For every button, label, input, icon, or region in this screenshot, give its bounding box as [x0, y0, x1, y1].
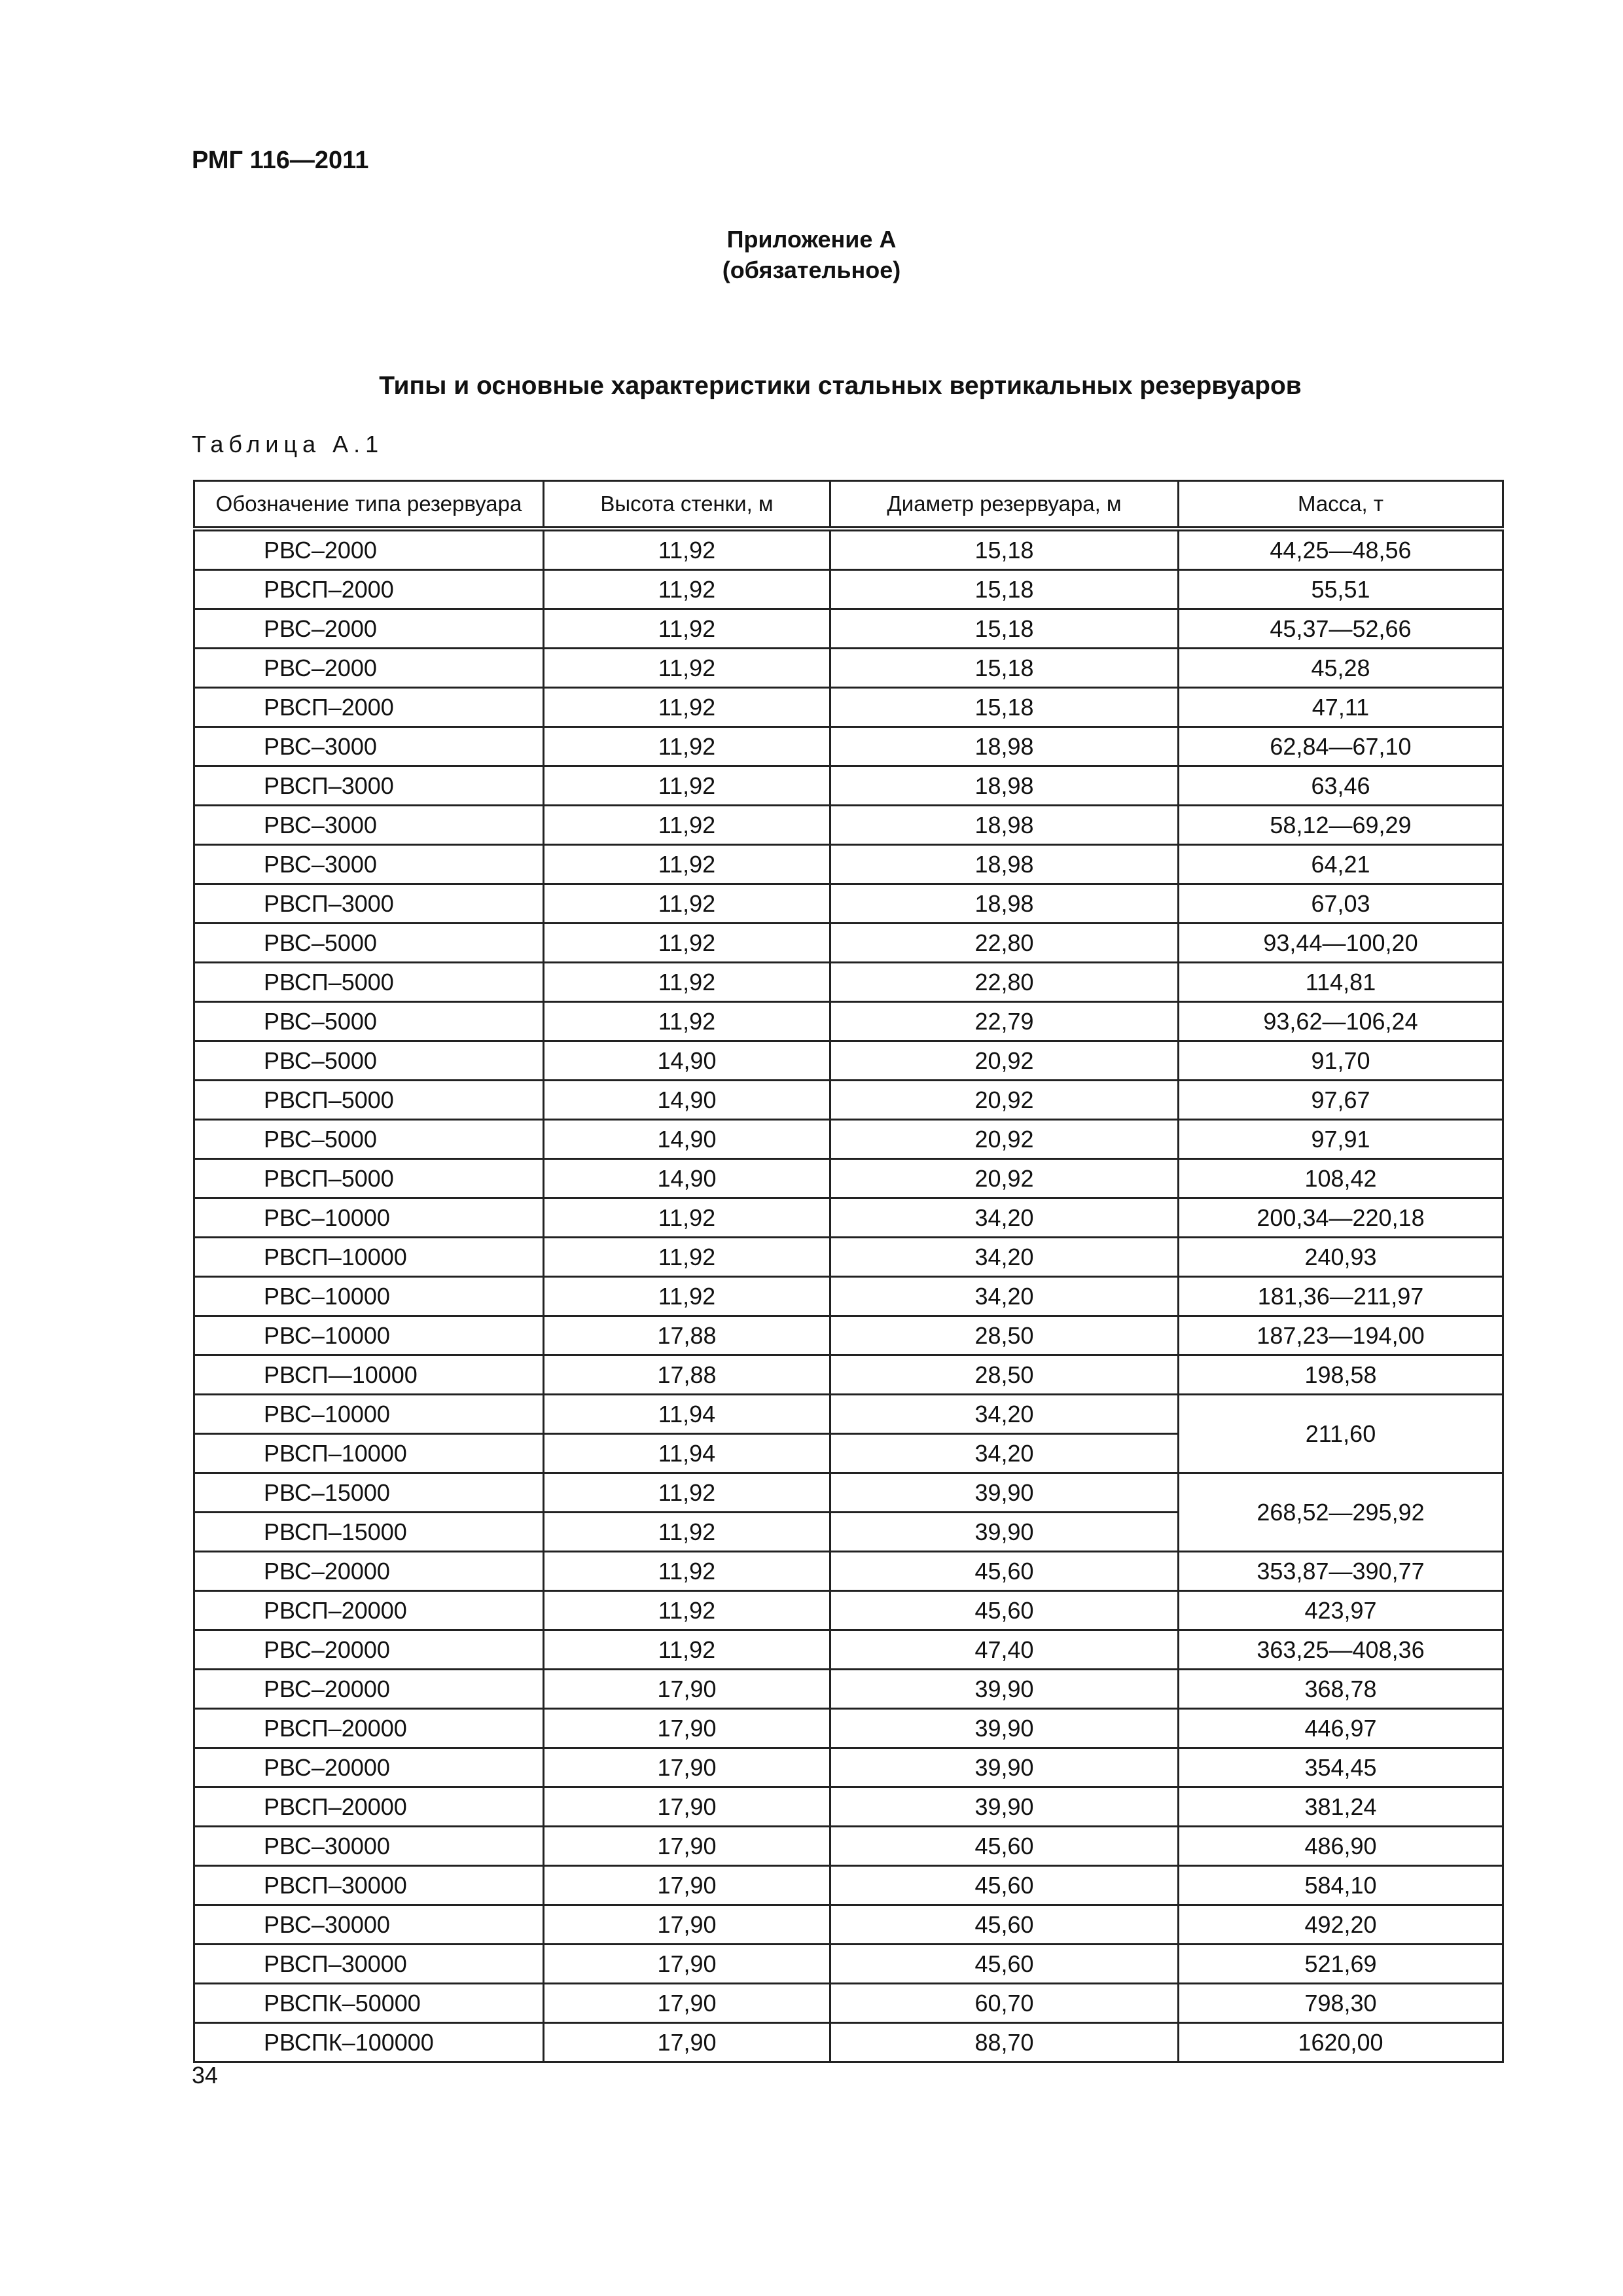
cell-tank-diameter: 22,80 [830, 924, 1179, 963]
cell-tank-type: РВС–30000 [194, 1827, 544, 1866]
cell-tank-diameter: 34,20 [830, 1395, 1179, 1434]
cell-mass: 198,58 [1179, 1355, 1503, 1395]
cell-wall-height: 11,92 [544, 570, 830, 609]
cell-wall-height: 11,92 [544, 766, 830, 806]
column-header-type: Обозначение типа резервуара [194, 481, 544, 529]
cell-tank-type: РВС–5000 [194, 924, 544, 963]
cell-mass: 211,60 [1179, 1395, 1503, 1473]
cell-tank-diameter: 20,92 [830, 1159, 1179, 1198]
cell-tank-type: РВСП—10000 [194, 1355, 544, 1395]
cell-tank-diameter: 15,18 [830, 649, 1179, 688]
cell-wall-height: 17,90 [544, 1709, 830, 1748]
table-row [194, 1630, 1503, 1670]
cell-tank-type: РВСП–3000 [194, 884, 544, 924]
cell-wall-height: 11,92 [544, 529, 830, 570]
cell-tank-type: РВСП–2000 [194, 688, 544, 727]
cell-tank-type: РВСП–2000 [194, 570, 544, 609]
column-header-mass: Масса, т [1179, 481, 1503, 529]
cell-mass: 45,28 [1179, 649, 1503, 688]
cell-wall-height: 17,90 [544, 1787, 830, 1827]
cell-tank-type: РВС–20000 [194, 1748, 544, 1787]
cell-wall-height: 11,92 [544, 1277, 830, 1316]
table-row [194, 570, 1503, 609]
table-row [194, 1002, 1503, 1041]
cell-wall-height: 17,90 [544, 1945, 830, 1984]
cell-tank-diameter: 39,90 [830, 1473, 1179, 1513]
cell-tank-type: РВС–15000 [194, 1473, 544, 1513]
cell-tank-type: РВС–3000 [194, 845, 544, 884]
table-row [194, 727, 1503, 766]
cell-mass: 58,12—69,29 [1179, 806, 1503, 845]
cell-wall-height: 11,92 [544, 1513, 830, 1552]
table-row [194, 1159, 1503, 1198]
cell-wall-height: 14,90 [544, 1159, 830, 1198]
cell-tank-type: РВСП–5000 [194, 963, 544, 1002]
table-row [194, 688, 1503, 727]
appendix-status: (обязательное) [722, 257, 901, 283]
cell-wall-height: 11,92 [544, 1591, 830, 1630]
cell-wall-height: 17,90 [544, 1866, 830, 1905]
cell-mass: 1620,00 [1179, 2023, 1503, 2062]
cell-mass: 798,30 [1179, 1984, 1503, 2023]
cell-wall-height: 14,90 [544, 1081, 830, 1120]
cell-tank-type: РВС–30000 [194, 1905, 544, 1945]
cell-tank-diameter: 45,60 [830, 1827, 1179, 1866]
cell-tank-type: РВСП–20000 [194, 1709, 544, 1748]
cell-wall-height: 17,90 [544, 1905, 830, 1945]
cell-tank-type: РВСП–5000 [194, 1159, 544, 1198]
cell-tank-type: РВС–2000 [194, 649, 544, 688]
cell-mass: 44,25—48,56 [1179, 529, 1503, 570]
cell-mass: 368,78 [1179, 1670, 1503, 1709]
cell-tank-diameter: 15,18 [830, 570, 1179, 609]
table-row [194, 766, 1503, 806]
table-header-row [194, 481, 1503, 529]
cell-wall-height: 11,92 [544, 688, 830, 727]
cell-mass: 93,62—106,24 [1179, 1002, 1503, 1041]
page-number: 34 [192, 2062, 219, 2089]
cell-wall-height: 17,90 [544, 1827, 830, 1866]
document-code: РМГ 116—2011 [192, 147, 369, 174]
cell-wall-height: 17,90 [544, 2023, 830, 2062]
cell-wall-height: 11,92 [544, 609, 830, 649]
cell-mass: 240,93 [1179, 1238, 1503, 1277]
cell-wall-height: 17,90 [544, 1984, 830, 2023]
table-row [194, 1748, 1503, 1787]
cell-tank-diameter: 18,98 [830, 806, 1179, 845]
cell-mass: 47,11 [1179, 688, 1503, 727]
cell-wall-height: 11,92 [544, 727, 830, 766]
cell-tank-type: РВС–2000 [194, 609, 544, 649]
cell-tank-diameter: 88,70 [830, 2023, 1179, 2062]
cell-mass: 108,42 [1179, 1159, 1503, 1198]
column-header-diameter: Диаметр резервуара, м [830, 481, 1179, 529]
cell-wall-height: 14,90 [544, 1041, 830, 1081]
cell-tank-diameter: 60,70 [830, 1984, 1179, 2023]
cell-tank-diameter: 45,60 [830, 1945, 1179, 1984]
cell-mass: 363,25—408,36 [1179, 1630, 1503, 1670]
cell-tank-type: РВСП–20000 [194, 1787, 544, 1827]
table-row [194, 1709, 1503, 1748]
cell-tank-type: РВСПК–100000 [194, 2023, 544, 2062]
cell-mass: 584,10 [1179, 1866, 1503, 1905]
table-row [194, 1473, 1503, 1513]
cell-tank-diameter: 20,92 [830, 1081, 1179, 1120]
cell-mass: 181,36—211,97 [1179, 1277, 1503, 1316]
cell-mass: 64,21 [1179, 845, 1503, 884]
table-row [194, 1827, 1503, 1866]
cell-wall-height: 11,92 [544, 1552, 830, 1591]
cell-tank-type: РВС–20000 [194, 1670, 544, 1709]
table-row [194, 1866, 1503, 1905]
cell-tank-type: РВСП–5000 [194, 1081, 544, 1120]
cell-mass: 446,97 [1179, 1709, 1503, 1748]
table-row [194, 845, 1503, 884]
cell-tank-type: РВСП–30000 [194, 1945, 544, 1984]
cell-mass: 486,90 [1179, 1827, 1503, 1866]
cell-mass: 381,24 [1179, 1787, 1503, 1827]
cell-mass: 200,34—220,18 [1179, 1198, 1503, 1238]
table-row [194, 1395, 1503, 1434]
table-row [194, 1552, 1503, 1591]
section-title: Типы и основные характеристики стальных вертикальных резервуаров [379, 372, 1302, 400]
cell-mass: 354,45 [1179, 1748, 1503, 1787]
cell-mass: 353,87—390,77 [1179, 1552, 1503, 1591]
cell-wall-height: 17,90 [544, 1748, 830, 1787]
cell-wall-height: 14,90 [544, 1120, 830, 1159]
cell-tank-diameter: 18,98 [830, 845, 1179, 884]
cell-tank-type: РВС–5000 [194, 1120, 544, 1159]
cell-tank-diameter: 20,92 [830, 1041, 1179, 1081]
cell-mass: 97,91 [1179, 1120, 1503, 1159]
cell-wall-height: 11,92 [544, 649, 830, 688]
cell-mass: 55,51 [1179, 570, 1503, 609]
table-row [194, 1591, 1503, 1630]
cell-wall-height: 11,94 [544, 1434, 830, 1473]
cell-tank-type: РВС–20000 [194, 1630, 544, 1670]
cell-wall-height: 11,92 [544, 1198, 830, 1238]
cell-tank-diameter: 18,98 [830, 727, 1179, 766]
cell-wall-height: 11,92 [544, 845, 830, 884]
table-row [194, 1277, 1503, 1316]
cell-tank-diameter: 34,20 [830, 1434, 1179, 1473]
table-row [194, 1787, 1503, 1827]
cell-tank-type: РВС–3000 [194, 806, 544, 845]
table-row [194, 1905, 1503, 1945]
table-row [194, 1041, 1503, 1081]
cell-tank-type: РВС–5000 [194, 1041, 544, 1081]
cell-tank-type: РВСП–15000 [194, 1513, 544, 1552]
cell-mass: 63,46 [1179, 766, 1503, 806]
cell-tank-diameter: 39,90 [830, 1748, 1179, 1787]
cell-tank-type: РВС–10000 [194, 1316, 544, 1355]
cell-wall-height: 17,90 [544, 1670, 830, 1709]
table-row [194, 806, 1503, 845]
cell-wall-height: 17,88 [544, 1316, 830, 1355]
cell-tank-diameter: 34,20 [830, 1198, 1179, 1238]
cell-tank-diameter: 45,60 [830, 1591, 1179, 1630]
cell-wall-height: 11,94 [544, 1395, 830, 1434]
cell-wall-height: 11,92 [544, 924, 830, 963]
cell-tank-type: РВС–3000 [194, 727, 544, 766]
cell-mass: 67,03 [1179, 884, 1503, 924]
cell-tank-diameter: 18,98 [830, 766, 1179, 806]
cell-tank-diameter: 15,18 [830, 688, 1179, 727]
cell-tank-type: РВСП–20000 [194, 1591, 544, 1630]
cell-tank-diameter: 28,50 [830, 1355, 1179, 1395]
table-row [194, 1238, 1503, 1277]
cell-mass: 268,52—295,92 [1179, 1473, 1503, 1552]
cell-tank-diameter: 45,60 [830, 1905, 1179, 1945]
cell-tank-diameter: 45,60 [830, 1866, 1179, 1905]
appendix-heading: Приложение А [726, 226, 897, 253]
cell-tank-type: РВСП–10000 [194, 1238, 544, 1277]
cell-tank-diameter: 45,60 [830, 1552, 1179, 1591]
table-row [194, 1120, 1503, 1159]
table-row [194, 609, 1503, 649]
cell-mass: 423,97 [1179, 1591, 1503, 1630]
table-row [194, 1670, 1503, 1709]
cell-mass: 187,23—194,00 [1179, 1316, 1503, 1355]
table-caption: Таблица А.1 [192, 431, 384, 457]
cell-wall-height: 11,92 [544, 1473, 830, 1513]
cell-tank-type: РВС–5000 [194, 1002, 544, 1041]
cell-tank-diameter: 34,20 [830, 1238, 1179, 1277]
cell-tank-type: РВСП–10000 [194, 1434, 544, 1473]
cell-mass: 91,70 [1179, 1041, 1503, 1081]
cell-tank-type: РВС–10000 [194, 1198, 544, 1238]
cell-wall-height: 17,88 [544, 1355, 830, 1395]
table-row [194, 1984, 1503, 2023]
cell-mass: 521,69 [1179, 1945, 1503, 1984]
cell-mass: 93,44—100,20 [1179, 924, 1503, 963]
cell-tank-type: РВСП–30000 [194, 1866, 544, 1905]
column-header-height: Высота стенки, м [544, 481, 830, 529]
cell-wall-height: 11,92 [544, 806, 830, 845]
cell-tank-type: РВС–2000 [194, 529, 544, 570]
table-row [194, 884, 1503, 924]
table-row [194, 1945, 1503, 1984]
cell-mass: 97,67 [1179, 1081, 1503, 1120]
cell-tank-diameter: 39,90 [830, 1513, 1179, 1552]
cell-tank-diameter: 22,80 [830, 963, 1179, 1002]
tank-characteristics-table [193, 480, 1504, 2063]
table-row [194, 1316, 1503, 1355]
cell-tank-diameter: 20,92 [830, 1120, 1179, 1159]
cell-tank-type: РВСП–3000 [194, 766, 544, 806]
cell-tank-diameter: 18,98 [830, 884, 1179, 924]
cell-mass: 114,81 [1179, 963, 1503, 1002]
cell-tank-type: РВС–20000 [194, 1552, 544, 1591]
cell-tank-diameter: 39,90 [830, 1670, 1179, 1709]
cell-tank-diameter: 34,20 [830, 1277, 1179, 1316]
cell-tank-diameter: 15,18 [830, 609, 1179, 649]
table-row [194, 924, 1503, 963]
cell-tank-diameter: 15,18 [830, 529, 1179, 570]
cell-tank-diameter: 47,40 [830, 1630, 1179, 1670]
cell-mass: 45,37—52,66 [1179, 609, 1503, 649]
cell-tank-diameter: 39,90 [830, 1787, 1179, 1827]
table-row [194, 1355, 1503, 1395]
cell-mass: 62,84—67,10 [1179, 727, 1503, 766]
table-row [194, 649, 1503, 688]
cell-tank-diameter: 28,50 [830, 1316, 1179, 1355]
table-body [194, 529, 1503, 2062]
cell-tank-diameter: 39,90 [830, 1709, 1179, 1748]
cell-tank-diameter: 22,79 [830, 1002, 1179, 1041]
table-row [194, 2023, 1503, 2062]
cell-wall-height: 11,92 [544, 1002, 830, 1041]
cell-tank-type: РВС–10000 [194, 1395, 544, 1434]
table-row [194, 1081, 1503, 1120]
cell-wall-height: 11,92 [544, 1238, 830, 1277]
cell-wall-height: 11,92 [544, 963, 830, 1002]
table-row [194, 1198, 1503, 1238]
cell-tank-type: РВС–10000 [194, 1277, 544, 1316]
cell-wall-height: 11,92 [544, 884, 830, 924]
table-row [194, 963, 1503, 1002]
cell-mass: 492,20 [1179, 1905, 1503, 1945]
cell-tank-type: РВСПК–50000 [194, 1984, 544, 2023]
table-row [194, 529, 1503, 570]
cell-wall-height: 11,92 [544, 1630, 830, 1670]
